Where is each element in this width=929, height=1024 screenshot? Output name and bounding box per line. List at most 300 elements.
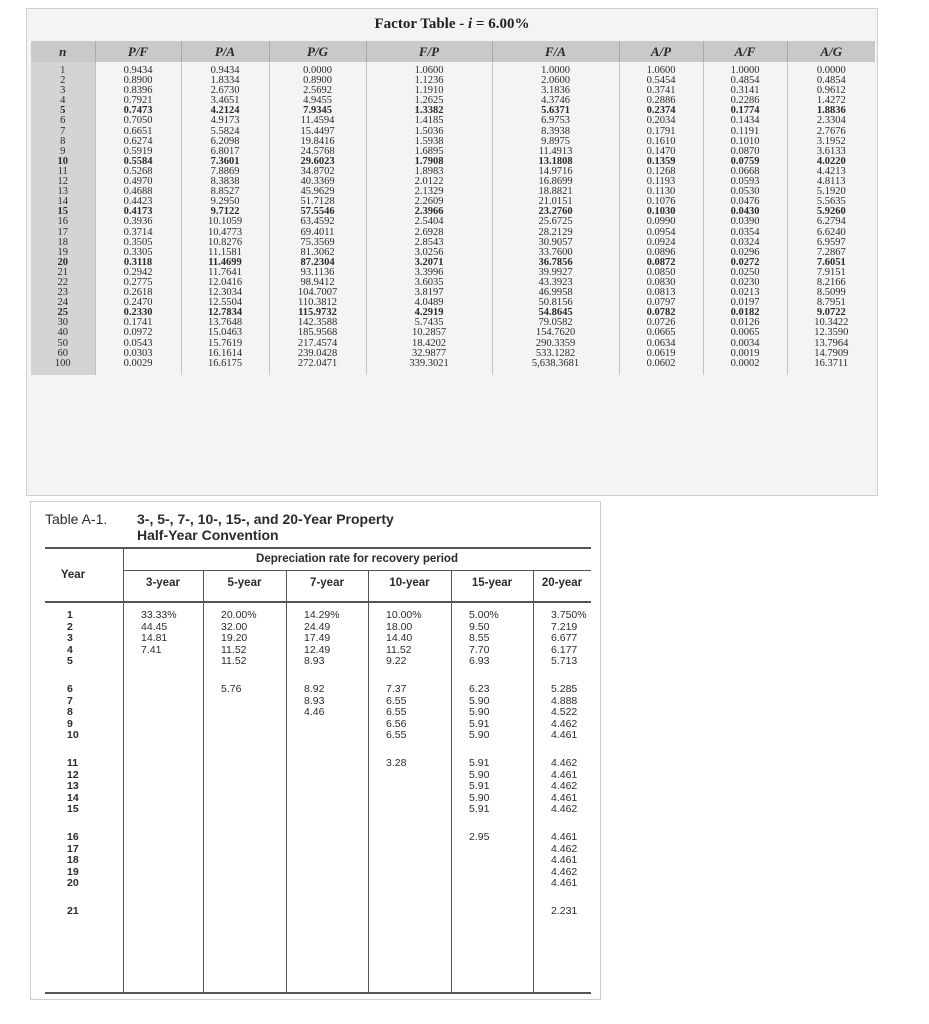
depreciation-group-header: Depreciation rate for recovery period xyxy=(256,553,458,565)
factor-value-cell: 1.6895 xyxy=(366,147,492,157)
factor-value-cell: 12.0416 xyxy=(181,278,269,288)
factor-value-cell: 0.0476 xyxy=(703,197,787,207)
period-n-cell: 50 xyxy=(31,339,95,349)
rate-cell: 5.00% xyxy=(469,609,499,621)
factor-value-cell: 5.5824 xyxy=(181,127,269,137)
rate-cell: 6.93 xyxy=(469,655,490,668)
factor-value-cell: 5.5635 xyxy=(787,197,875,207)
factor-value-cell: 1.7908 xyxy=(366,157,492,167)
factor-value-cell: 0.0870 xyxy=(703,147,787,157)
rate-cell: 4.462 xyxy=(551,780,578,793)
factor-value-cell: 0.5584 xyxy=(95,157,181,167)
rate-cell: 3.750% xyxy=(551,609,587,621)
period-n-cell: 17 xyxy=(31,228,95,238)
rate-cell: 4.462 xyxy=(551,717,578,730)
rate-cell: 5.285 xyxy=(551,683,578,695)
factor-value-cell: 0.1434 xyxy=(703,116,787,126)
rate-row xyxy=(45,866,591,878)
factor-value-cell: 34.8702 xyxy=(269,167,366,177)
factor-value-cell: 3.1952 xyxy=(787,137,875,147)
rate-row xyxy=(45,803,591,815)
year-cell: 21 xyxy=(67,905,79,917)
factor-value-cell: 9.7122 xyxy=(181,207,269,217)
factor-value-cell: 4.9455 xyxy=(269,96,366,106)
factor-value-cell: 0.0197 xyxy=(703,298,787,308)
factor-value-cell: 8.3838 xyxy=(181,177,269,187)
factor-value-cell: 33.7600 xyxy=(492,248,619,258)
rate-row xyxy=(45,695,591,707)
factor-value-cell: 11.4699 xyxy=(181,258,269,268)
period-n-cell: 25 xyxy=(31,308,95,318)
column-divider xyxy=(286,571,287,992)
factor-value-cell: 2.1329 xyxy=(366,187,492,197)
year-cell: 17 xyxy=(67,842,79,855)
period-n-cell: 22 xyxy=(31,278,95,288)
rate-cell: 7.219 xyxy=(551,620,578,633)
factor-value-cell: 1.0600 xyxy=(619,62,703,76)
rate-cell: 4.461 xyxy=(551,831,578,843)
year-cell: 6 xyxy=(67,683,73,695)
factor-value-cell: 0.0272 xyxy=(703,258,787,268)
factor-value-cell: 0.3305 xyxy=(95,248,181,258)
rate-cell: 3.28 xyxy=(386,757,407,769)
rate-cell: 10.00% xyxy=(386,609,422,621)
factor-value-cell: 0.0230 xyxy=(703,278,787,288)
period-n-cell: 10 xyxy=(31,157,95,167)
period-n-cell: 30 xyxy=(31,318,95,328)
period-n-cell: 24 xyxy=(31,298,95,308)
factor-value-cell: 115.9732 xyxy=(269,308,366,318)
factor-value-cell: 54.8645 xyxy=(492,308,619,318)
factor-value-cell: 0.0726 xyxy=(619,318,703,328)
factor-value-cell: 1.4185 xyxy=(366,116,492,126)
period-n-cell: 100 xyxy=(31,359,95,375)
period-n-cell: 2 xyxy=(31,76,95,86)
factor-value-cell: 0.7921 xyxy=(95,96,181,106)
factor-value-cell: 10.4773 xyxy=(181,228,269,238)
factor-value-cell: 2.2609 xyxy=(366,197,492,207)
period-header-10-year: 10-year xyxy=(389,577,430,589)
factor-value-cell: 11.4913 xyxy=(492,147,619,157)
period-n-cell: 18 xyxy=(31,238,95,248)
factor-value-cell: 0.2330 xyxy=(95,308,181,318)
factor-value-cell: 0.1741 xyxy=(95,318,181,328)
year-cell: 11 xyxy=(67,757,79,769)
factor-value-cell: 0.9434 xyxy=(181,62,269,76)
factor-value-cell: 1.2625 xyxy=(366,96,492,106)
factor-value-cell: 1.0600 xyxy=(366,62,492,76)
factor-value-cell: 0.0324 xyxy=(703,238,787,248)
factor-value-cell: 5.9260 xyxy=(787,207,875,217)
factor-value-cell: 15.4497 xyxy=(269,127,366,137)
factor-value-cell: 0.1610 xyxy=(619,137,703,147)
rate-cell: 4.461 xyxy=(551,854,578,867)
factor-value-cell: 272.0471 xyxy=(269,359,366,375)
factor-value-cell: 14.7909 xyxy=(787,349,875,359)
factor-value-cell: 0.6651 xyxy=(95,127,181,137)
factor-value-cell: 45.9629 xyxy=(269,187,366,197)
rate-cell: 5.91 xyxy=(469,780,490,793)
rate-cell: 12.49 xyxy=(304,643,331,656)
rate-cell: 6.55 xyxy=(386,706,407,719)
factor-value-cell: 10.1059 xyxy=(181,217,269,227)
year-cell: 20 xyxy=(67,877,79,890)
factor-value-cell: 0.0000 xyxy=(269,62,366,76)
factor-value-cell: 12.7834 xyxy=(181,308,269,318)
factor-value-cell: 0.1791 xyxy=(619,127,703,137)
macrs-table xyxy=(45,547,591,994)
factor-value-cell: 8.2166 xyxy=(787,278,875,288)
factor-value-cell: 3.0256 xyxy=(366,248,492,258)
factor-value-cell: 1.1910 xyxy=(366,86,492,96)
period-n-cell: 4 xyxy=(31,96,95,106)
factor-value-cell: 2.3966 xyxy=(366,207,492,217)
factor-value-cell: 339.3021 xyxy=(366,359,492,375)
factor-value-cell: 0.0782 xyxy=(619,308,703,318)
factor-value-cell: 2.3304 xyxy=(787,116,875,126)
factor-col-header-f-a: F/A xyxy=(492,41,619,62)
factor-value-cell: 0.5454 xyxy=(619,76,703,86)
rate-cell: 2.231 xyxy=(551,905,578,917)
factor-value-cell: 5.1920 xyxy=(787,187,875,197)
factor-value-cell: 0.0354 xyxy=(703,228,787,238)
factor-value-cell: 43.3923 xyxy=(492,278,619,288)
factor-value-cell: 0.0972 xyxy=(95,328,181,338)
period-n-cell: 21 xyxy=(31,268,95,278)
factor-value-cell: 36.7856 xyxy=(492,258,619,268)
rate-cell: 6.23 xyxy=(469,683,490,695)
macrs-table-panel xyxy=(30,501,601,1000)
rate-row xyxy=(45,905,591,917)
year-cell: 2 xyxy=(67,620,73,633)
rate-row xyxy=(45,718,591,730)
rate-row xyxy=(45,621,591,633)
factor-value-cell: 57.5546 xyxy=(269,207,366,217)
macrs-title-line-2: Half-Year Convention xyxy=(137,527,279,543)
factor-col-header-p-a: P/A xyxy=(181,41,269,62)
factor-value-cell: 0.0530 xyxy=(703,187,787,197)
factor-value-cell: 4.9173 xyxy=(181,116,269,126)
period-n-cell: 20 xyxy=(31,258,95,268)
rate-cell: 24.49 xyxy=(304,620,331,633)
rate-cell: 5.91 xyxy=(469,757,490,769)
period-header-7-year: 7-year xyxy=(310,577,344,589)
factor-value-cell: 0.0990 xyxy=(619,217,703,227)
macrs-table-title xyxy=(137,511,394,543)
factor-value-cell: 2.0122 xyxy=(366,177,492,187)
year-cell: 1 xyxy=(67,609,73,621)
rate-cell: 11.52 xyxy=(386,643,412,656)
factor-value-cell: 18.4202 xyxy=(366,339,492,349)
rate-cell: 6.55 xyxy=(386,729,407,742)
period-header-3-year: 3-year xyxy=(146,577,180,589)
macrs-title-line-1: 3-, 5-, 7-, 10-, 15-, and 20-Year Property xyxy=(137,511,394,527)
rate-cell: 4.522 xyxy=(551,706,578,719)
factor-value-cell: 0.0430 xyxy=(703,207,787,217)
rate-cell: 5.713 xyxy=(551,655,578,668)
factor-value-cell: 0.0602 xyxy=(619,359,703,375)
factor-value-cell: 18.8821 xyxy=(492,187,619,197)
factor-value-cell: 8.5099 xyxy=(787,288,875,298)
factor-value-cell: 15.0463 xyxy=(181,328,269,338)
factor-col-header-p-g: P/G xyxy=(269,41,366,62)
factor-value-cell: 0.9434 xyxy=(95,62,181,76)
factor-value-cell: 79.0582 xyxy=(492,318,619,328)
rate-row xyxy=(45,780,591,792)
factor-value-cell: 9.0722 xyxy=(787,308,875,318)
rate-cell: 7.37 xyxy=(386,683,407,695)
factor-value-cell: 3.1836 xyxy=(492,86,619,96)
rate-cell: 17.49 xyxy=(304,632,331,645)
factor-value-cell: 0.0000 xyxy=(787,62,875,76)
factor-value-cell: 8.7951 xyxy=(787,298,875,308)
factor-col-header-a-p: A/P xyxy=(619,41,703,62)
factor-value-cell: 0.9612 xyxy=(787,86,875,96)
factor-table-header-row xyxy=(31,41,875,62)
factor-value-cell: 0.0954 xyxy=(619,228,703,238)
factor-value-cell: 217.4574 xyxy=(269,339,366,349)
factor-value-cell: 3.6133 xyxy=(787,147,875,157)
rate-row xyxy=(45,757,591,769)
rate-cell: 4.462 xyxy=(551,865,578,878)
factor-value-cell: 0.0303 xyxy=(95,349,181,359)
factor-value-cell: 0.7050 xyxy=(95,116,181,126)
factor-value-cell: 0.4854 xyxy=(703,76,787,86)
factor-col-header-a-g: A/G xyxy=(787,41,875,62)
factor-value-cell: 0.0872 xyxy=(619,258,703,268)
factor-value-cell: 6.8017 xyxy=(181,147,269,157)
period-n-cell: 6 xyxy=(31,116,95,126)
factor-value-cell: 16.6175 xyxy=(181,359,269,375)
factor-value-cell: 3.4651 xyxy=(181,96,269,106)
factor-value-cell: 0.0390 xyxy=(703,217,787,227)
year-cell: 13 xyxy=(67,780,79,793)
factor-value-cell: 7.2867 xyxy=(787,248,875,258)
period-header-15-year: 15-year xyxy=(471,577,513,589)
year-cell: 10 xyxy=(67,729,79,742)
factor-value-cell: 0.1010 xyxy=(703,137,787,147)
period-n-cell: 7 xyxy=(31,127,95,137)
factor-value-cell: 1.3382 xyxy=(366,106,492,116)
rate-row xyxy=(45,769,591,781)
column-divider xyxy=(123,549,124,992)
factor-value-cell: 87.2304 xyxy=(269,258,366,268)
rate-row xyxy=(45,655,591,667)
factor-value-cell: 6.9753 xyxy=(492,116,619,126)
factor-value-cell: 10.3422 xyxy=(787,318,875,328)
factor-value-cell: 0.0034 xyxy=(703,339,787,349)
factor-value-cell: 0.0665 xyxy=(619,328,703,338)
rate-cell: 6.56 xyxy=(386,717,407,730)
rate-cell: 5.91 xyxy=(469,717,490,730)
factor-value-cell: 533.1282 xyxy=(492,349,619,359)
header-rule xyxy=(45,601,591,603)
factor-value-cell: 0.0634 xyxy=(619,339,703,349)
rate-row xyxy=(45,706,591,718)
year-cell: 3 xyxy=(67,632,73,645)
factor-value-cell: 16.1614 xyxy=(181,349,269,359)
factor-value-cell: 4.2124 xyxy=(181,106,269,116)
factor-value-cell: 0.2286 xyxy=(703,96,787,106)
period-n-cell: 15 xyxy=(31,207,95,217)
factor-value-cell: 13.7964 xyxy=(787,339,875,349)
factor-value-cell: 6.2794 xyxy=(787,217,875,227)
factor-value-cell: 154.7620 xyxy=(492,328,619,338)
factor-value-cell: 2.6928 xyxy=(366,228,492,238)
factor-value-cell: 7.9345 xyxy=(269,106,366,116)
rate-cell: 19.20 xyxy=(221,632,248,645)
factor-value-cell: 142.3588 xyxy=(269,318,366,328)
factor-value-cell: 0.3936 xyxy=(95,217,181,227)
rate-row xyxy=(45,632,591,644)
period-n-cell: 16 xyxy=(31,217,95,227)
rate-cell: 8.92 xyxy=(304,683,325,695)
factor-value-cell: 23.2760 xyxy=(492,207,619,217)
factor-value-cell: 2.5404 xyxy=(366,217,492,227)
factor-value-cell: 10.2857 xyxy=(366,328,492,338)
rate-row xyxy=(45,644,591,656)
rate-row xyxy=(45,609,591,621)
factor-table-row xyxy=(31,217,875,227)
rate-cell: 14.40 xyxy=(386,632,413,645)
factor-value-cell: 51.7128 xyxy=(269,197,366,207)
factor-value-cell: 63.4592 xyxy=(269,217,366,227)
rate-row xyxy=(45,843,591,855)
factor-value-cell: 0.5919 xyxy=(95,147,181,157)
factor-value-cell: 0.2886 xyxy=(619,96,703,106)
factor-table-row xyxy=(31,62,875,76)
factor-value-cell: 7.3601 xyxy=(181,157,269,167)
factor-value-cell: 0.0797 xyxy=(619,298,703,308)
factor-value-cell: 13.1808 xyxy=(492,157,619,167)
factor-value-cell: 0.2034 xyxy=(619,116,703,126)
rate-cell: 6.177 xyxy=(551,643,578,656)
factor-value-cell: 1.8334 xyxy=(181,76,269,86)
rate-cell: 4.462 xyxy=(551,842,578,855)
factor-value-cell: 239.0428 xyxy=(269,349,366,359)
year-cell: 19 xyxy=(67,865,79,878)
factor-value-cell: 9.2950 xyxy=(181,197,269,207)
rate-cell: 14.29% xyxy=(304,609,340,621)
factor-value-cell: 2.8543 xyxy=(366,238,492,248)
rate-cell: 14.81 xyxy=(141,632,168,645)
period-n-cell: 13 xyxy=(31,187,95,197)
period-n-cell: 1 xyxy=(31,62,95,76)
year-cell: 12 xyxy=(67,768,79,781)
rate-cell: 32.00 xyxy=(221,620,248,633)
rate-cell: 6.55 xyxy=(386,694,407,707)
factor-value-cell: 2.0600 xyxy=(492,76,619,86)
rate-row xyxy=(45,877,591,889)
factor-value-cell: 0.4970 xyxy=(95,177,181,187)
year-cell: 18 xyxy=(67,854,79,867)
factor-value-cell: 0.0668 xyxy=(703,167,787,177)
factor-value-cell: 4.0220 xyxy=(787,157,875,167)
factor-value-cell: 16.3711 xyxy=(787,359,875,375)
factor-value-cell: 7.9151 xyxy=(787,268,875,278)
rate-cell: 4.462 xyxy=(551,757,578,769)
rate-cell: 11.52 xyxy=(221,643,247,656)
factor-value-cell: 16.8699 xyxy=(492,177,619,187)
factor-value-cell: 19.8416 xyxy=(269,137,366,147)
rate-cell: 8.93 xyxy=(304,694,325,707)
factor-value-cell: 0.0593 xyxy=(703,177,787,187)
factor-value-cell: 15.7619 xyxy=(181,339,269,349)
year-cell: 9 xyxy=(67,717,73,730)
rate-cell: 4.462 xyxy=(551,803,578,816)
rate-cell: 11.52 xyxy=(221,655,247,668)
factor-value-cell: 6.9597 xyxy=(787,238,875,248)
factor-value-cell: 46.9958 xyxy=(492,288,619,298)
rate-cell: 2.95 xyxy=(469,831,490,843)
factor-value-cell: 0.4423 xyxy=(95,197,181,207)
factor-value-cell: 13.7648 xyxy=(181,318,269,328)
rate-cell: 20.00% xyxy=(221,609,257,621)
factor-value-cell: 6.2098 xyxy=(181,137,269,147)
period-header-row xyxy=(123,577,591,595)
period-n-cell: 19 xyxy=(31,248,95,258)
factor-col-header-p-f: P/F xyxy=(95,41,181,62)
factor-value-cell: 6.6240 xyxy=(787,228,875,238)
factor-value-cell: 29.6023 xyxy=(269,157,366,167)
factor-value-cell: 30.9057 xyxy=(492,238,619,248)
factor-value-cell: 11.4594 xyxy=(269,116,366,126)
factor-value-cell: 0.1130 xyxy=(619,187,703,197)
factor-value-cell: 0.1076 xyxy=(619,197,703,207)
factor-value-cell: 0.3118 xyxy=(95,258,181,268)
rate-cell: 8.93 xyxy=(304,655,325,668)
year-cell: 5 xyxy=(67,655,73,668)
factor-value-cell: 8.8527 xyxy=(181,187,269,197)
rate-row xyxy=(45,831,591,843)
factor-value-cell: 0.3505 xyxy=(95,238,181,248)
factor-value-cell: 0.5268 xyxy=(95,167,181,177)
year-cell: 16 xyxy=(67,831,79,843)
factor-value-cell: 0.7473 xyxy=(95,106,181,116)
period-header-5-year: 5-year xyxy=(227,577,262,589)
column-divider xyxy=(203,571,204,992)
factor-value-cell: 98.9412 xyxy=(269,278,366,288)
rate-row xyxy=(45,792,591,804)
factor-value-cell: 0.4854 xyxy=(787,76,875,86)
rate-cell: 9.22 xyxy=(386,655,407,668)
factor-value-cell: 0.2618 xyxy=(95,288,181,298)
factor-col-header-f-p: F/P xyxy=(366,41,492,62)
factor-value-cell: 1.0000 xyxy=(492,62,619,76)
factor-col-header-a-f: A/F xyxy=(703,41,787,62)
factor-value-cell: 4.2919 xyxy=(366,308,492,318)
factor-value-cell: 21.0151 xyxy=(492,197,619,207)
factor-value-cell: 0.0126 xyxy=(703,318,787,328)
factor-value-cell: 1.8836 xyxy=(787,106,875,116)
factor-value-cell: 2.5692 xyxy=(269,86,366,96)
rate-cell: 5.90 xyxy=(469,729,490,742)
factor-value-cell: 0.0924 xyxy=(619,238,703,248)
rate-cell: 18.00 xyxy=(386,620,413,633)
factor-value-cell: 0.0065 xyxy=(703,328,787,338)
factor-value-cell: 0.1268 xyxy=(619,167,703,177)
factor-value-cell: 32.9877 xyxy=(366,349,492,359)
factor-value-cell: 4.8113 xyxy=(787,177,875,187)
factor-value-cell: 0.1030 xyxy=(619,207,703,217)
rate-cell: 4.461 xyxy=(551,877,578,890)
factor-value-cell: 11.7641 xyxy=(181,268,269,278)
rate-cell: 7.70 xyxy=(469,643,490,656)
period-header-20-year: 20-year xyxy=(541,577,583,589)
factor-value-cell: 0.2942 xyxy=(95,268,181,278)
year-cell: 14 xyxy=(67,791,79,804)
period-n-cell: 60 xyxy=(31,349,95,359)
